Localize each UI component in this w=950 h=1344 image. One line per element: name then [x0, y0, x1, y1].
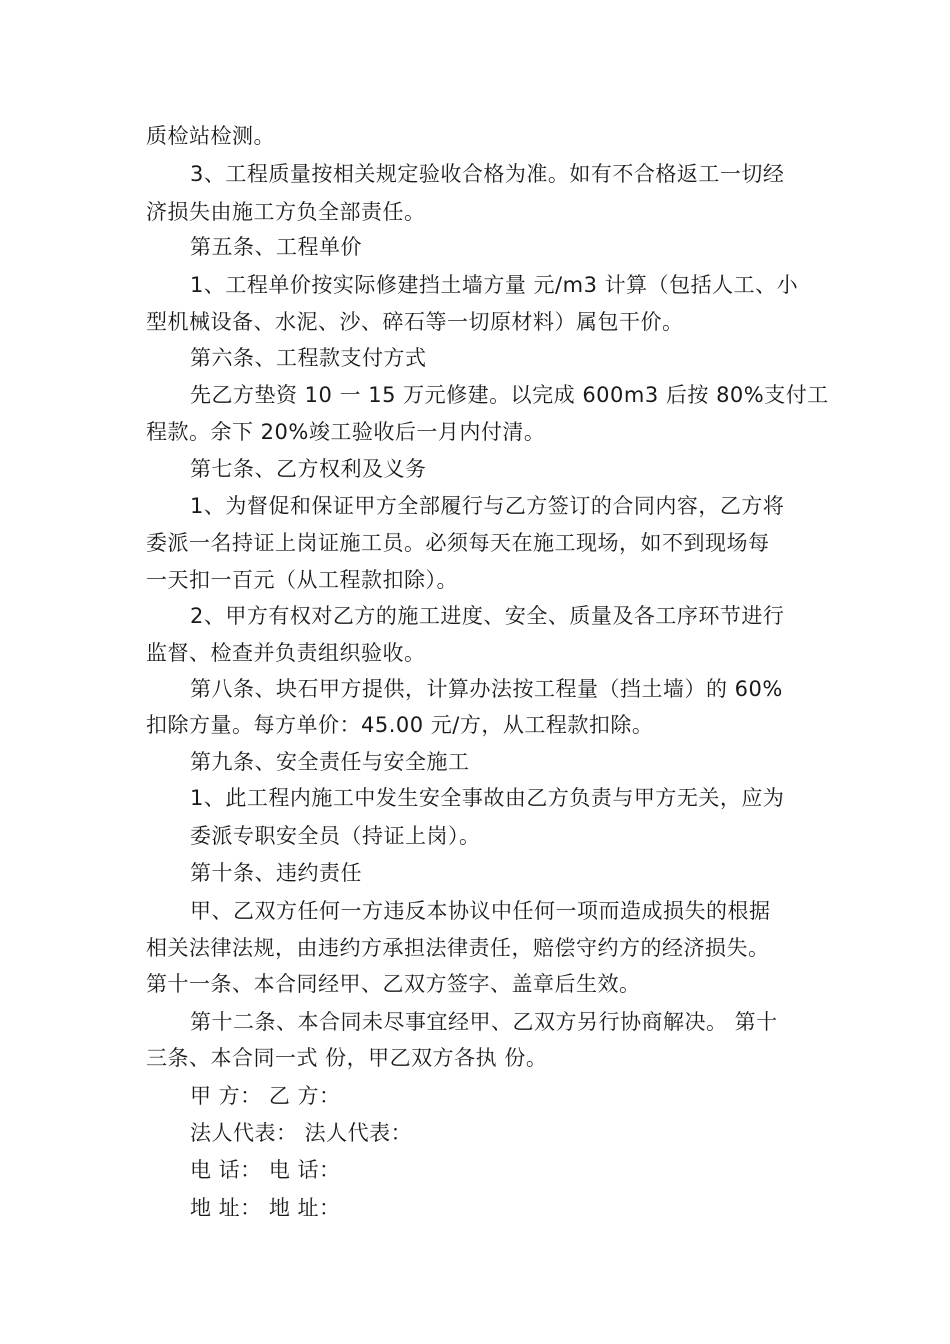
signature-representative-label: 法人代表： 法人代表： [190, 1121, 413, 1145]
text-line: 先乙方垫资 10 一 15 万元修建。以完成 600m3 后按 80%支付工 [190, 383, 829, 407]
text-line: 1、为督促和保证甲方全部履行与乙方签订的合同内容，乙方将 [190, 494, 785, 518]
text-line: 质检站检测。 [146, 124, 275, 148]
section-heading: 第八条、块石甲方提供，计算办法按工程量（挡土墙）的 60% [190, 677, 783, 701]
text-line: 委派专职安全员（持证上岗）。 [190, 824, 481, 848]
section-heading: 第七条、乙方权利及义务 [190, 457, 427, 481]
text-line: 甲、乙双方任何一方违反本协议中任何一项而造成损失的根据 [190, 899, 771, 923]
section-heading: 第六条、工程款支付方式 [190, 346, 427, 370]
section-heading: 第十条、违约责任 [190, 861, 362, 885]
text-line: 型机械设备、水泥、沙、碎石等一切原材料）属包干价。 [146, 310, 684, 334]
text-line: 相关法律法规，由违约方承担法律责任，赔偿守约方的经济损失。 [146, 936, 770, 960]
section-heading: 第十一条、本合同经甲、乙双方签字、盖章后生效。 [146, 972, 641, 996]
text-line: 3、工程质量按相关规定验收合格为准。如有不合格返工一切经 [190, 162, 785, 186]
text-line: 委派一名持证上岗证施工员。必须每天在施工现场，如不到现场每 [146, 531, 770, 555]
text-line: 1、此工程内施工中发生安全事故由乙方负责与甲方无关，应为 [190, 786, 785, 810]
text-line: 三条、本合同一式 份，甲乙双方各执 份。 [146, 1046, 548, 1070]
section-heading: 第五条、工程单价 [190, 235, 362, 259]
text-line: 监督、检查并负责组织验收。 [146, 641, 426, 665]
signature-party-label: 甲 方： 乙 方： [190, 1084, 341, 1108]
section-heading: 第十二条、本合同未尽事宜经甲、乙双方另行协商解决。 第十 [190, 1010, 778, 1034]
text-line: 一天扣一百元（从工程款扣除）。 [146, 568, 458, 592]
text-line: 1、工程单价按实际修建挡土墙方量 元/m3 计算（包括人工、小 [190, 273, 799, 297]
text-line: 程款。余下 20%竣工验收后一月内付清。 [146, 420, 546, 444]
text-line: 济损失由施工方负全部责任。 [146, 200, 426, 224]
section-heading: 第九条、安全责任与安全施工 [190, 750, 470, 774]
text-line: 2、甲方有权对乙方的施工进度、安全、质量及各工序环节进行 [190, 604, 785, 628]
signature-phone-label: 电 话： 电 话： [190, 1158, 341, 1182]
signature-address-label: 地 址： 地 址： [190, 1196, 341, 1220]
text-line: 扣除方量。每方单价：45.00 元/方，从工程款扣除。 [146, 713, 654, 737]
